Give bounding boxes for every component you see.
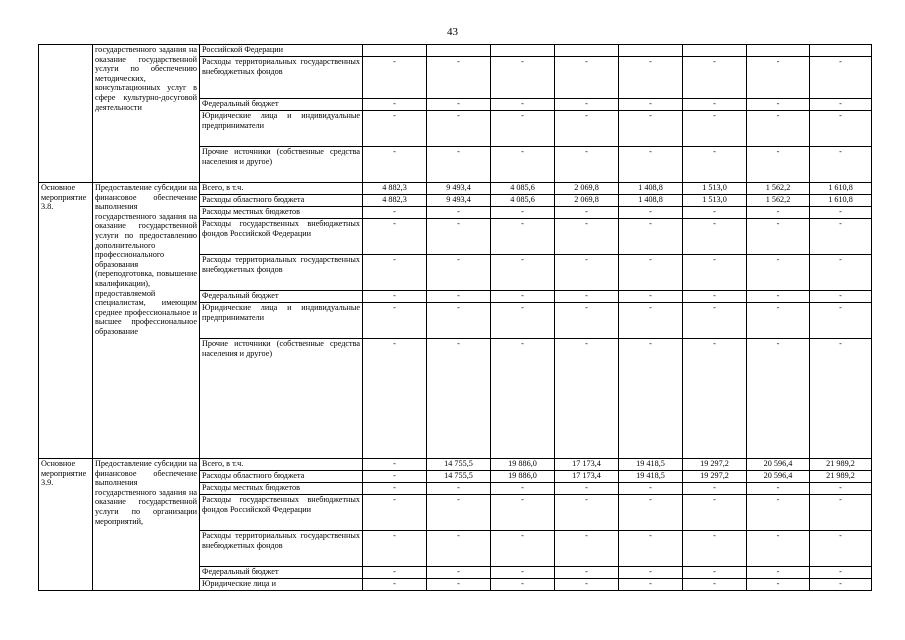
value-cell: 1 562,2 [747, 195, 810, 207]
value-cell: - [810, 219, 872, 255]
value-cell: - [747, 339, 810, 459]
value-cell: 17 173,4 [555, 459, 619, 471]
value-cell: - [427, 483, 491, 495]
value-cell: 4 085,6 [491, 183, 555, 195]
value-cell: - [363, 303, 427, 339]
description-cell: Предоставление субсидии на финансовое обеспечение выполнения государственного задания на оказание государственной услуги по предоставлению дополнительного профессионального образования (переподготовка, повышение квалификации), предоставляемой специалистам, имеющим среднее профессиональное и высшее профессиональное образование [93, 183, 200, 459]
value-cell: - [683, 111, 747, 147]
value-cell: - [555, 111, 619, 147]
value-cell: - [555, 483, 619, 495]
value-cell: 20 596,4 [747, 471, 810, 483]
value-cell: - [683, 57, 747, 99]
page-number: 43 [447, 26, 458, 38]
value-cell: 14 755,5 [427, 471, 491, 483]
value-cell: - [683, 303, 747, 339]
value-cell: - [683, 339, 747, 459]
value-cell: 4 085,6 [491, 195, 555, 207]
value-cell [491, 45, 555, 57]
funding-source-cell: Расходы территориальных государственных внебюджетных фондов [200, 531, 363, 567]
value-cell: - [683, 495, 747, 531]
value-cell: - [619, 207, 683, 219]
value-cell: - [555, 531, 619, 567]
value-cell: 1 513,0 [683, 195, 747, 207]
description-cell: Предоставление субсидии на финансовое обеспечение выполнения государственного задания на оказание государственной услуги по организации мероприятий, [93, 459, 200, 591]
value-cell: - [810, 111, 872, 147]
value-cell: - [363, 147, 427, 183]
value-cell: - [619, 339, 683, 459]
value-cell: - [427, 57, 491, 99]
table-row [39, 459, 872, 471]
value-cell [747, 45, 810, 57]
value-cell: - [555, 495, 619, 531]
value-cell: - [810, 303, 872, 339]
value-cell: 4 882,3 [363, 195, 427, 207]
value-cell: 21 989,2 [810, 471, 872, 483]
value-cell: - [363, 57, 427, 99]
funding-source-cell: Расходы государственных внебюджетных фондов Российской Федерации [200, 495, 363, 531]
value-cell: - [427, 219, 491, 255]
value-cell: 19 297,2 [683, 459, 747, 471]
value-cell: - [747, 579, 810, 591]
value-cell: - [363, 483, 427, 495]
value-cell: 2 069,8 [555, 195, 619, 207]
value-cell: - [363, 99, 427, 111]
funding-source-cell: Юридические лица и [200, 579, 363, 591]
funding-source-cell: Прочие источники (собственные средства населения и другое) [200, 339, 363, 459]
funding-source-cell: Расходы областного бюджета [200, 195, 363, 207]
value-cell: - [810, 483, 872, 495]
funding-source-cell: Расходы территориальных государственных внебюджетных фондов [200, 255, 363, 291]
value-cell: 2 069,8 [555, 183, 619, 195]
budget-table [38, 44, 872, 591]
value-cell: 20 596,4 [747, 459, 810, 471]
value-cell: - [555, 99, 619, 111]
value-cell: - [747, 531, 810, 567]
value-cell: - [555, 147, 619, 183]
value-cell: - [810, 291, 872, 303]
value-cell: - [363, 567, 427, 579]
value-cell [683, 45, 747, 57]
value-cell: - [491, 147, 555, 183]
value-cell: - [619, 111, 683, 147]
value-cell: - [491, 567, 555, 579]
value-cell: 9 493,4 [427, 183, 491, 195]
value-cell: - [747, 147, 810, 183]
value-cell: - [427, 495, 491, 531]
value-cell: - [747, 219, 810, 255]
value-cell: - [555, 291, 619, 303]
value-cell: - [491, 531, 555, 567]
value-cell: - [555, 219, 619, 255]
value-cell: 1 610,8 [810, 195, 872, 207]
value-cell: - [747, 483, 810, 495]
funding-source-cell: Федеральный бюджет [200, 567, 363, 579]
funding-source-cell: Всего, в т.ч. [200, 183, 363, 195]
value-cell: - [747, 57, 810, 99]
funding-source-cell: Расходы местных бюджетов [200, 483, 363, 495]
value-cell: - [427, 99, 491, 111]
value-cell: - [747, 255, 810, 291]
value-cell: - [491, 219, 555, 255]
value-cell: - [810, 567, 872, 579]
value-cell: - [619, 57, 683, 99]
value-cell [810, 45, 872, 57]
value-cell: - [363, 459, 427, 471]
table-row [39, 45, 872, 57]
value-cell [363, 45, 427, 57]
value-cell: - [363, 219, 427, 255]
value-cell: - [427, 579, 491, 591]
value-cell [619, 45, 683, 57]
value-cell: - [810, 99, 872, 111]
funding-source-cell: Федеральный бюджет [200, 291, 363, 303]
value-cell: - [555, 579, 619, 591]
value-cell: - [491, 483, 555, 495]
measure-cell: Основное мероприятие 3.9. [39, 459, 93, 591]
value-cell: - [683, 207, 747, 219]
value-cell: - [427, 567, 491, 579]
value-cell: 19 297,2 [683, 471, 747, 483]
value-cell: - [810, 147, 872, 183]
value-cell: - [363, 207, 427, 219]
value-cell: - [427, 207, 491, 219]
value-cell: - [683, 147, 747, 183]
value-cell: - [491, 207, 555, 219]
value-cell: - [747, 111, 810, 147]
value-cell: - [619, 303, 683, 339]
value-cell: - [683, 531, 747, 567]
value-cell: - [555, 57, 619, 99]
funding-source-cell: Прочие источники (собственные средства населения и другое) [200, 147, 363, 183]
value-cell: - [363, 111, 427, 147]
value-cell: - [427, 303, 491, 339]
value-cell: - [363, 579, 427, 591]
value-cell: - [491, 303, 555, 339]
value-cell: 1 513,0 [683, 183, 747, 195]
value-cell: - [363, 471, 427, 483]
value-cell: - [555, 339, 619, 459]
funding-source-cell: Федеральный бюджет [200, 99, 363, 111]
value-cell: - [491, 255, 555, 291]
value-cell: - [683, 483, 747, 495]
value-cell: - [747, 567, 810, 579]
funding-source-cell: Юридические лица и индивидуальные предприниматели [200, 303, 363, 339]
value-cell: - [683, 99, 747, 111]
value-cell: - [427, 111, 491, 147]
value-cell: - [619, 579, 683, 591]
value-cell: - [491, 579, 555, 591]
value-cell: - [683, 579, 747, 591]
value-cell: - [810, 339, 872, 459]
value-cell: - [555, 303, 619, 339]
value-cell: - [555, 255, 619, 291]
description-cell: государственного задания на оказание государственной услуги по обеспечению методических, консультационных услуг в сфере культурно-досуговой деятельности [93, 45, 200, 183]
value-cell: 14 755,5 [427, 459, 491, 471]
value-cell: - [747, 495, 810, 531]
funding-source-cell: Юридические лица и индивидуальные предприниматели [200, 111, 363, 147]
funding-source-cell: Расходы государственных внебюджетных фондов Российской Федерации [200, 219, 363, 255]
value-cell: - [810, 57, 872, 99]
value-cell: - [683, 291, 747, 303]
value-cell: 1 610,8 [810, 183, 872, 195]
value-cell: 1 562,2 [747, 183, 810, 195]
value-cell: - [619, 567, 683, 579]
value-cell: - [491, 57, 555, 99]
value-cell: 21 989,2 [810, 459, 872, 471]
value-cell: 9 493,4 [427, 195, 491, 207]
value-cell: - [810, 531, 872, 567]
value-cell: - [747, 99, 810, 111]
value-cell [427, 45, 491, 57]
value-cell: 1 408,8 [619, 195, 683, 207]
value-cell: - [555, 567, 619, 579]
value-cell: - [363, 255, 427, 291]
value-cell: - [363, 495, 427, 531]
value-cell: - [810, 495, 872, 531]
value-cell: - [747, 207, 810, 219]
measure-cell: Основное мероприятие 3.8. [39, 183, 93, 459]
value-cell: - [810, 579, 872, 591]
value-cell: - [363, 339, 427, 459]
value-cell: - [491, 291, 555, 303]
value-cell: 19 886,0 [491, 459, 555, 471]
value-cell: - [427, 255, 491, 291]
funding-source-cell: Всего, в т.ч. [200, 459, 363, 471]
value-cell: - [810, 207, 872, 219]
value-cell: 17 173,4 [555, 471, 619, 483]
value-cell: 4 882,3 [363, 183, 427, 195]
measure-cell [39, 45, 93, 183]
value-cell [555, 45, 619, 57]
value-cell: - [683, 567, 747, 579]
funding-source-cell: Расходы областного бюджета [200, 471, 363, 483]
funding-source-cell: Расходы территориальных государственных внебюджетных фондов [200, 57, 363, 99]
value-cell: - [683, 219, 747, 255]
funding-source-cell: Расходы местных бюджетов [200, 207, 363, 219]
value-cell: 19 886,0 [491, 471, 555, 483]
value-cell: - [619, 99, 683, 111]
value-cell: - [619, 483, 683, 495]
table-row [39, 183, 872, 195]
value-cell: - [491, 111, 555, 147]
value-cell: - [619, 147, 683, 183]
value-cell: - [810, 255, 872, 291]
value-cell: - [427, 531, 491, 567]
value-cell: - [619, 255, 683, 291]
value-cell: - [427, 147, 491, 183]
value-cell: - [555, 207, 619, 219]
funding-source-cell: Российской Федерации [200, 45, 363, 57]
value-cell: - [747, 291, 810, 303]
value-cell: - [491, 495, 555, 531]
value-cell: - [491, 339, 555, 459]
value-cell: - [619, 291, 683, 303]
value-cell: - [427, 339, 491, 459]
value-cell: - [363, 291, 427, 303]
value-cell: 1 408,8 [619, 183, 683, 195]
value-cell: - [619, 219, 683, 255]
value-cell: 19 418,5 [619, 471, 683, 483]
value-cell: - [427, 291, 491, 303]
value-cell: - [619, 495, 683, 531]
value-cell: - [747, 303, 810, 339]
value-cell: - [619, 531, 683, 567]
value-cell: - [683, 255, 747, 291]
value-cell: - [491, 99, 555, 111]
value-cell: - [363, 531, 427, 567]
value-cell: 19 418,5 [619, 459, 683, 471]
